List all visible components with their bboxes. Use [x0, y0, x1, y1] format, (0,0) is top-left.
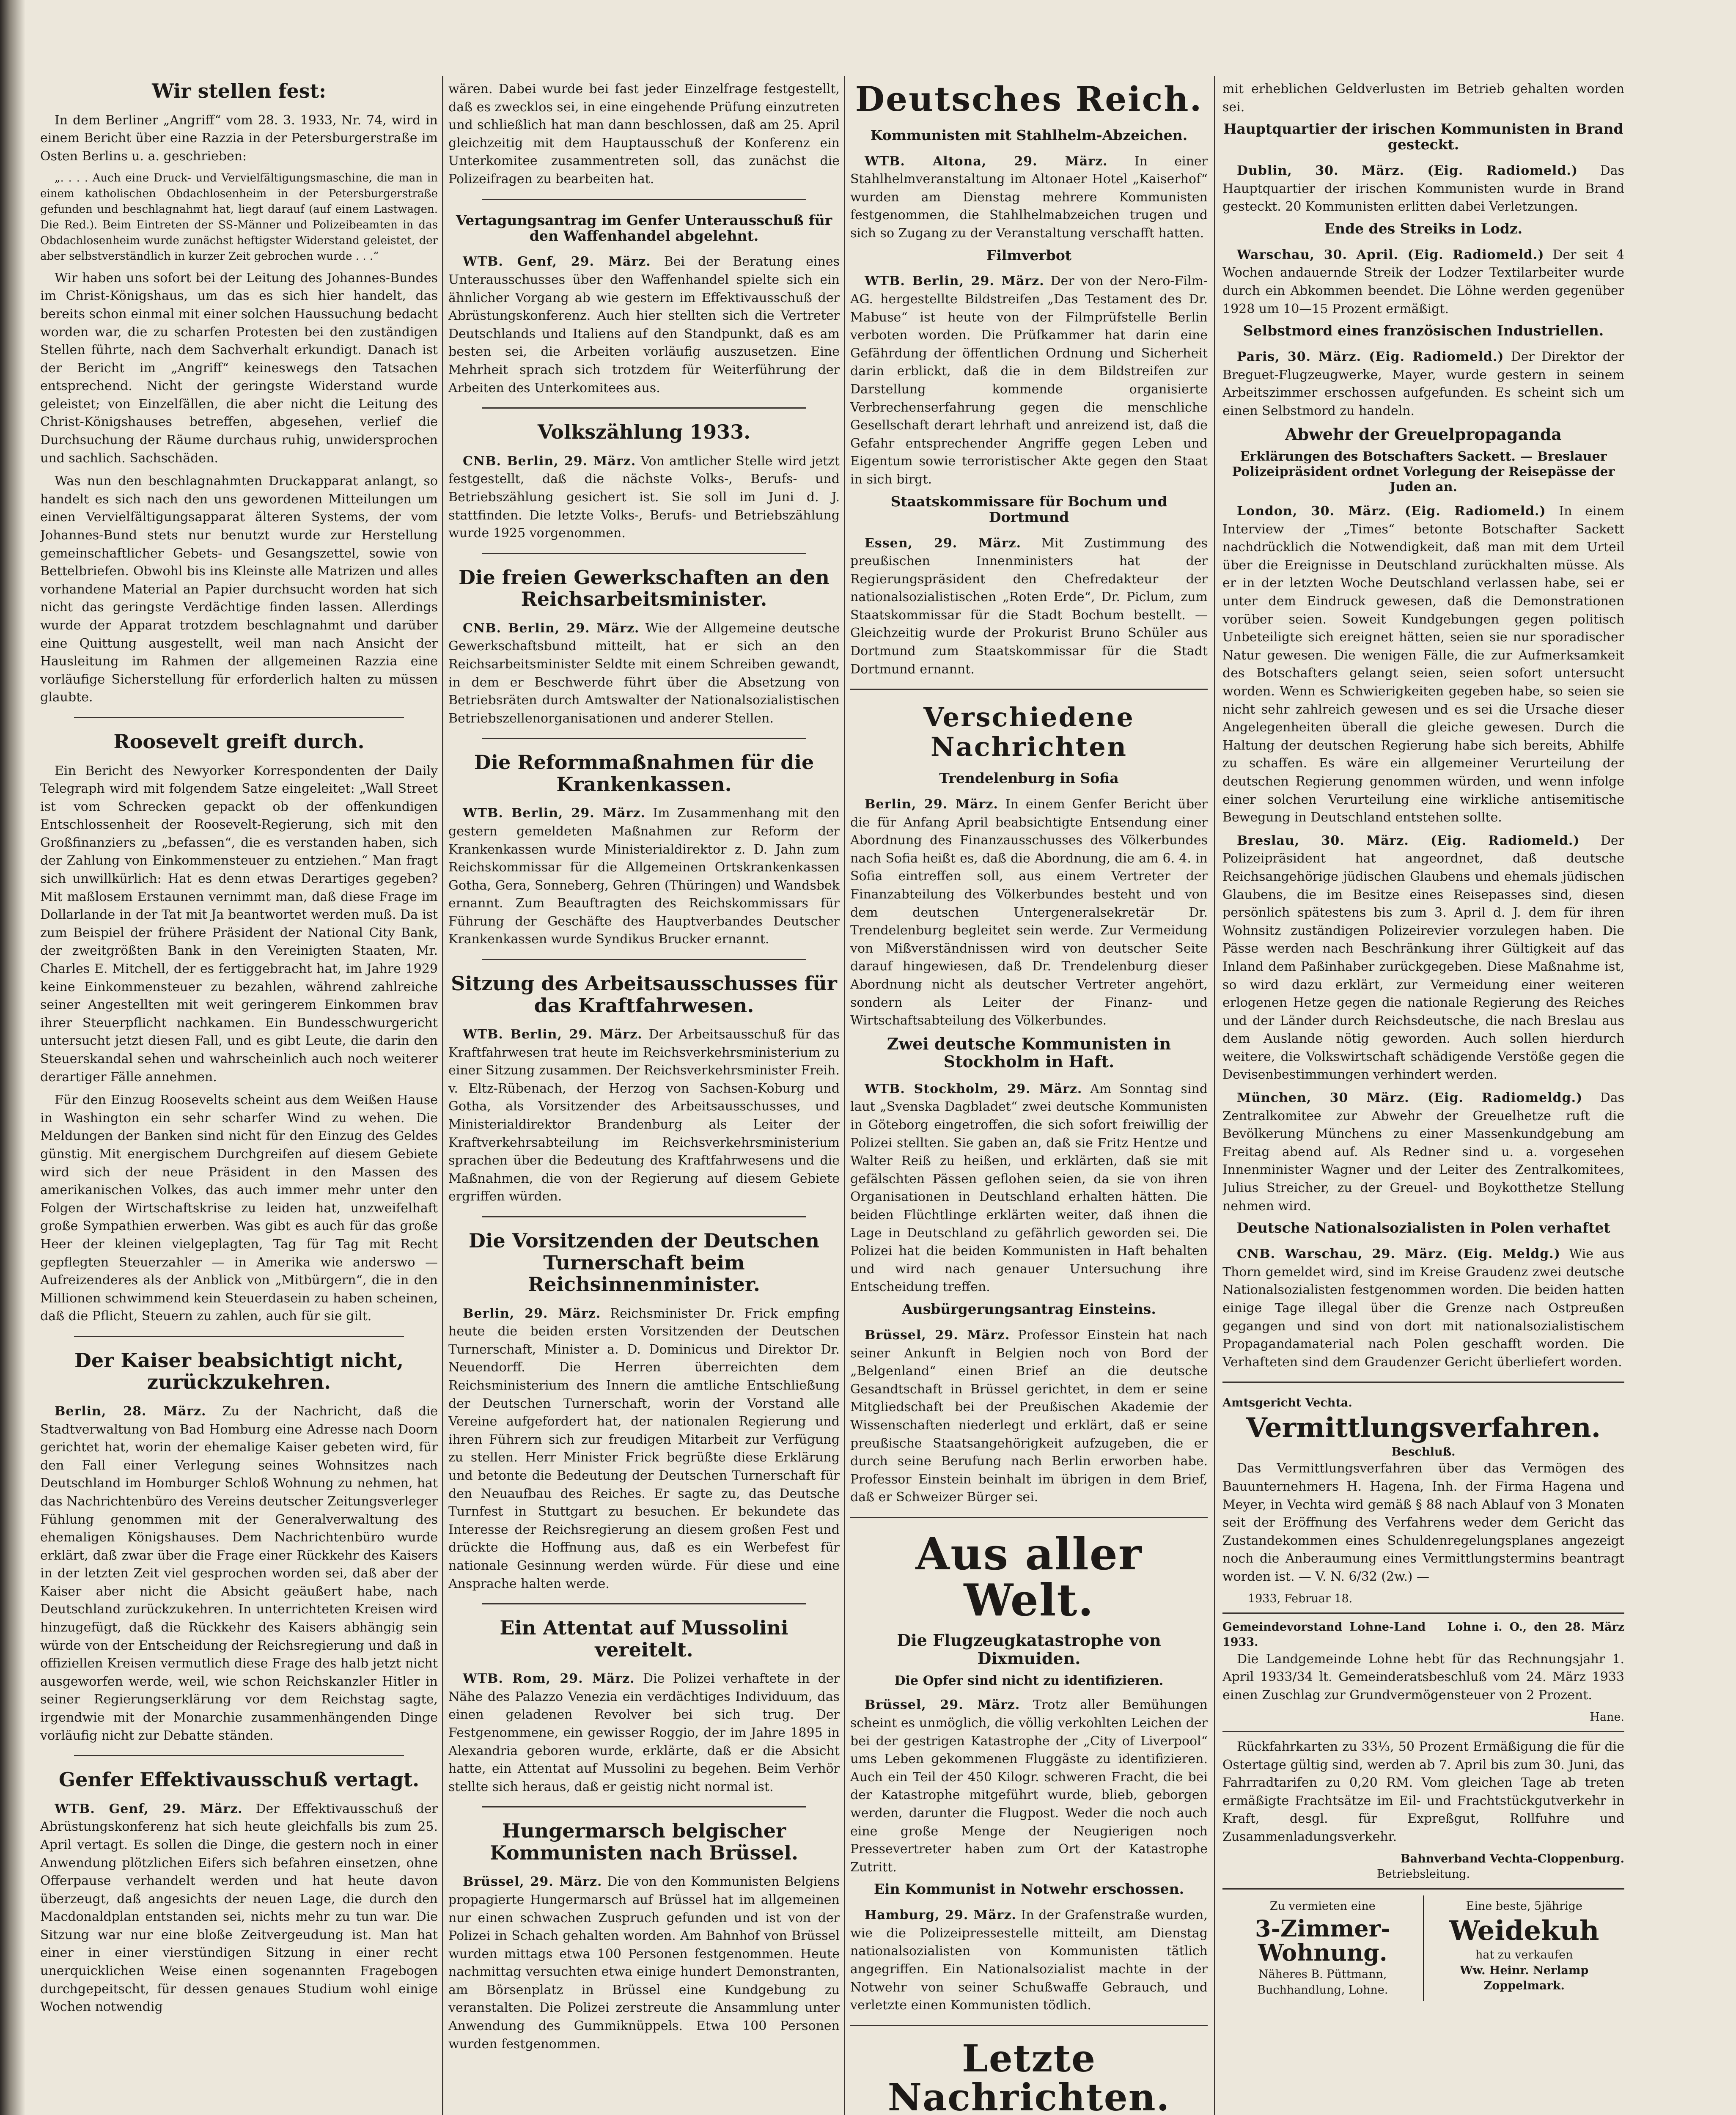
- article-text: wären. Dabei wurde bei fast jeder Einzelfrage festgestellt, daß es zwecklos sei, in eine eingehende Prüfung einzutreten und schließlich hat man dann beschlossen, daß am 25. April gleichzeitig mit dem Hauptausschuß der Konferenz ein Unterkomitee zusammentreten soll, das zunächst die Polizeifragen zu bearbeiten hat.: [448, 82, 840, 187]
- article-heading: Die Flugzeugkatastrophe von Dixmuiden.: [897, 1631, 1161, 1668]
- dateline: Essen, 29. März.: [865, 536, 1022, 551]
- dateline: Warschau, 30. April. (Eig. Radiomeld.): [1237, 247, 1544, 262]
- article-text: Das Hauptquartier der irischen Kommunisten wurde in Brand gesteckt. 20 Kommunisten erlitten dabei Verletzungen.: [1222, 163, 1624, 214]
- article-heading: Zwei deutsche Kommunisten in Stockholm in Haft.: [887, 1034, 1171, 1071]
- dateline: Breslau, 30. März. (Eig. Radiomeld.): [1237, 833, 1580, 848]
- column-1: [40, 80, 438, 2115]
- notice-place-date: Lohne i. O., den 28. März 1933.: [1222, 1621, 1624, 1649]
- article-quote: „. . . . Auch eine Druck- und Vervielfältigungsmaschine, die man in einem katholischen Obdachlosenheim in der Petersburgerstraße gefunden und beschlagnahmt hat, liegt darauf (auf einem Lastwagen. Die Red.). Beim Eintreten der SS-Männer und Polizeibeamten in das Obdachlosenheim wurde zunächst heftigster Widerstand geleistet, der aber selbstverständlich in kurzer Zeit gebrochen wurde . . .“: [40, 172, 438, 263]
- dateline: CNB. Berlin, 29. März.: [463, 453, 636, 469]
- article-text: Für den Einzug Roosevelts scheint aus dem Weißen Hause in Washington ein sehr scharfer Wind zu wehen. Die Meldungen der Banken sind nicht für den Einzug des Geldes günstig. Mit energischem Durchgreifen auf diesem Gebiete wird sich der neue Präsident in den Massen des amerikanischen Volkes, das auch immer mehr unter den Folgen der Wirtschaftskrise zu leiden hat, unzweifelhaft große Sympathien erwerben. Was gibt es auch für das große Heer der kleinen vielgeplagten, Tag für Tag mit Recht gepflegten Steuerzahler — in Amerika wie anderswo — Aufreizenderes als der Anblick von „Mitbürgern“, die in den Millionen schwimmend kein Steuerdasein zu haben scheinen, daß die Pflicht, Steuern zu zahlen, auch für sie gilt.: [40, 1093, 438, 1324]
- article-text: In dem Berliner „Angriff“ vom 28. 3. 1933, Nr. 74, wird in einem Bericht über eine Razzia in der Petersburgerstraße im Osten Berlins u. a. geschrieben:: [40, 113, 438, 164]
- article-text: Der seit 4 Wochen andauernde Streik der Lodzer Textilarbeiter wurde durch ein Abkommen beendet. Die Löhne werden gegenüber 1928 um 10—15 Prozent ermäßigt.: [1222, 247, 1624, 316]
- article-text: Die Polizei verhaftete in der Nähe des Palazzo Venezia ein verdächtiges Individuum, das einen geladenen Revolver bei sich trug. Der Festgenommene, ein gewisser Roggio, der im Jahre 1895 in Alexandria geboren wurde, erklärte, daß er die Absicht hatte, ein Attentat auf Mussolini zu begehen. Beim Verhör stellte sich heraus, daß er geistig nicht normal ist.: [448, 1671, 840, 1794]
- article-heading: Ende des Streiks in Lodz.: [1324, 220, 1523, 237]
- dateline: Brüssel, 29. März.: [463, 1874, 602, 1890]
- article-text: Wir haben uns sofort bei der Leitung des Johannes-Bundes im Christ-Königshaus, um das es sich hier handelt, das bereits schon einmal mit einer solchen Haussuchung bedacht worden war, die zu scharfen Protesten bei den zuständigen Stellen führte, nach dem Sachverhalt erkundigt. Danach ist der Bericht im „Angriff“ keineswegs den Tatsachen entsprechend. Nicht der geringste Widerstand wurde geleistet; von Einzelfällen, die aber nicht die Leitung des Christ-Königshauses betreffen, abgesehen, verlief die Durchsuchung der Räume durchaus ruhig, unwidersprochen und sachlich. Sachschäden.: [40, 270, 438, 466]
- ad-wohnung: [1222, 1895, 1423, 2002]
- article-text: Bei der Beratung eines Unterausschusses über den Waffenhandel spielte sich ein ähnlicher Vorgang ab wie gestern im Effektivausschuß der Abrüstungskonferenz. Auch hier stellten sich die Vertreter Deutschlands und Italiens auf den Standpunkt, daß es am besten sei, die Arbeiten vorläufig auszusetzen. Eine Mehrheit sprach sich trotzdem für Weiterführung der Arbeiten des Unterkomitees aus.: [448, 254, 840, 396]
- article-heading: Ein Kommunist in Notwehr erschossen.: [873, 1881, 1184, 1898]
- divider: [1222, 1382, 1624, 1383]
- article-text: Der Polizeipräsident hat angeordnet, daß deutsche Reichsangehörige jüdischen Glaubens und ehemals jüdischen Glaubens, die im Besitze eines Reisepasses sind, diesen persönlich spätestens bis zum 3. April d. J. dem für ihren Wohnsitz zuständigen Polizeirevier vorzulegen haben. Die Pässe werden nach Beschränkung ihrer Gültigkeit auf das Inland dem Paßinhaber zurückgegeben. Diese Maßnahme ist, so wird dazu erklärt, zur Vermeidung einer weiteren erlogenen Hetze gegen die nationale Regierung des Reiches und der Länder durch Reichsdeutsche, die nach Breslau aus dem Auslande nötig geworden. Auch sollen hierdurch weitere, die Volkswirtschaft schädigende Verstöße gegen die Devisenbestimmungen verhindert werden.: [1222, 833, 1624, 1082]
- article-heading: Die Reformmaßnahmen für die Krankenkassen.: [474, 751, 814, 796]
- article-text: Professor Einstein hat nach seiner Ankunft in Belgien noch von Bord der „Belgenland“ einen Brief an die deutsche Gesandtschaft in Brüssel gerichtet, in dem er seine Mitgliedschaft bei der Preußischen Akademie der Wissenschaften niederlegt und erklärt, daß er seine preußische Staatsangehörigkeit aufzugeben, die er durch seine Berufung nach Berlin erworben habe. Professor Einstein beinhalt im übrigen in dem Brief, daß er Schweizer Bürger sei.: [850, 1327, 1208, 1505]
- divider: [1222, 1888, 1624, 1890]
- column-4: [1222, 80, 1624, 2115]
- column-rule: [1214, 76, 1215, 2115]
- notice-subsignature: Betriebsleitung.: [1376, 1868, 1470, 1881]
- dateline: Brüssel, 29. März.: [865, 1697, 1020, 1713]
- article-text: Der Effektivausschuß der Abrüstungskonferenz hat sich heute gleichfalls bis zum 25. April vertagt. Es sollen die Dinge, die gestern noch in einer Anwendung plötzlichen Eifers sich befahren einsetzen, ohne Offerpause verhandelt werden und hat heute davon überzeugt, daß angesichts der neuen Lage, die durch den Macdonaldplan entstanden sei, nichts mehr zu tun war. Die Sitzung war nur eine bloße Zeitvergeudung ist. Man hat einer in einer vierstündigen Sitzung in einer recht unerquicklichen Weise einen sogenannten Fragebogen durchgepeitscht, für dessen genaues Studium wohl einige Wochen notwendig: [40, 1801, 438, 2015]
- divider: [850, 689, 1208, 690]
- divider: [1222, 1612, 1624, 1614]
- dateline: Paris, 30. März. (Eig. Radiomeld.): [1237, 349, 1504, 365]
- divider: [1222, 1731, 1624, 1732]
- ad-top: Eine beste, 5jährige: [1466, 1899, 1582, 1913]
- notice-court: Amtsgericht Vechta.: [1222, 1396, 1352, 1410]
- dateline: CNB. Warschau, 29. März. (Eig. Meldg.): [1237, 1247, 1560, 1262]
- article-text: Zu der Nachricht, daß die Stadtverwaltung von Bad Homburg eine Adresse nach Doorn gerichtet hat, worin der ehemalige Kaiser gebeten wird, für den Fall einer Verlegung seines Wohnsitzes nach Deutschland im Homburger Schloß Wohnung zu nehmen, hat das Nachrichtenbüro des Vereins deutscher Zeitungsverleger Fühlung genommen mit der Generalverwaltung des ehemaligen Königshauses. Dem Nachrichtenbüro wurde erklärt, daß zwar über die Frage einer Rückkehr des Kaisers in der letzten Zeit viel gesprochen worden sei, daß aber der Kaiser aber nicht die Absicht geäußert habe, nach Deutschland zurückzukehren. In unterrichteten Kreisen wird hinzugefügt, daß die Rückkehr des Kaisers abhängig sein würde von der Entscheidung der Reichsregierung und daß in offiziellen Kreisen vermutlich diese Frage des halb jetzt nicht ausgeworfen werde, weil, wie schon Reichskanzler Hitler in seiner Regierungserklärung vor dem Reichstag sagte, irgendwie mit der Monarchie zusammenhängenden Dinge vorläufig nicht zur Debatte ständen.: [40, 1404, 438, 1743]
- article-subheading: Die Opfer sind nicht zu identifizieren.: [894, 1673, 1164, 1689]
- article-text: Im Zusammenhang mit den gestern gemeldeten Maßnahmen zur Reform der Krankenkassen wurde Ministerialdirektor z. D. Jahn zum Reichskommissar für die Allgemeinen Ortskrankenkassen Gotha, Gera, Sonneberg, Gehren (Thüringen) und Wandsbek ernannt. Zum Beauftragten des Reichskommissars für Führung der Geschäfte des Hauptverbandes Deutscher Krankenkassen wurde Syndikus Brucker ernannt.: [448, 806, 840, 947]
- dateline: Berlin, 29. März.: [463, 1306, 601, 1321]
- dateline: Berlin, 28. März.: [55, 1404, 206, 1419]
- article-text: In der Grafenstraße wurden, wie die Polizeipressestelle mitteilt, am Dienstag nationalsozialisten von Kommunisten tätlich angegriffen. Ein Nationalsozialist machte in der Notwehr von seiner Schußwaffe Gebrauch, und verletzte einen Kommunisten tödlich.: [850, 1908, 1208, 2013]
- article-text: Von amtlicher Stelle wird jetzt festgestellt, daß die nächste Volks-, Berufs- und Betriebszählung gesichert ist. Sie soll im Juni d. J. stattfinden. Die letzte Volks-, Berufs- und Betriebszählung wurde 1925 vorgenommen.: [448, 453, 840, 541]
- section-heading: Verschiedene Nachrichten: [923, 702, 1134, 762]
- dateline: WTB. Berlin, 29. März.: [463, 806, 646, 821]
- notice-date: 1933, Februar 18.: [1248, 1592, 1353, 1605]
- ad-top: Zu vermieten eine: [1269, 1899, 1376, 1913]
- divider: [850, 1517, 1208, 1518]
- article-heading: Genfer Effektivausschuß vertagt.: [58, 1768, 420, 1791]
- article-heading: Selbstmord eines französischen Industriellen.: [1243, 322, 1604, 339]
- section-heading: Letzte Nachrichten.: [887, 2036, 1170, 2115]
- article-text: In einem Interview der „Times“ betonte Botschafter Sackett nachdrücklich die Notwendigkeit, daß man mit dem Urteil über die Ereignisse in Deutschland zurückhalten müsse. Als er in der letzten Woche Deutschland verlassen habe, sei er unter dem Eindruck gewesen, daß die Demonstrationen vorüber seien. Soweit Kundgebungen gegen politisch Unbeteiligte sich ereignet hätten, seien sie nur sporadischer Natur gewesen. Die wenigen Fälle, die zur Aufmerksamkeit des Botschafters gelangt seien, seien sofort untersucht worden. Wenn es Schwierigkeiten gegeben habe, so seien sie nicht sehr zahlreich gewesen und es sei die Ursache dieser Angelegenheiten überall die gleiche gewesen. Durch die Haltung der deutschen Regierung habe sich bereits, Abhilfe zu schaffen. Es wäre ein allgemeiner Verurteilung der deutschen Regierung genommen würden, und wenn infolge einer solchen Verurteilung eine wirkliche antisemitische Bewegung in Deutschland entstehen sollte.: [1222, 504, 1624, 825]
- notice-bahnverband: [1222, 1738, 1624, 1882]
- divider: [482, 959, 806, 960]
- dateline: München, 30 März. (Eig. Radiomeldg.): [1237, 1090, 1583, 1106]
- article-subheading: Erklärungen des Botschafters Sackett. — Breslauer Polizeipräsident ordnet Vorlegung der Reisepässe der Juden an.: [1232, 449, 1615, 495]
- article-text: In einem Genfer Bericht über die für Anfang April beabsichtigte Entsendung einer Abordnung des Finanzausschusses des Völkerbundes nach Sofia heißt es, daß die Abordnung, die am 6. 4. in Sofia eintreffen soll, aus einem Vertreter der Finanzabteilung des Völkerbundes besteht und von dem deutschen Untergeneralsekretär Dr. Trendelenburg begleitet sein werde. Zur Vermeidung von Mißverständnissen wird von deutscher Seite darauf hingewiesen, daß Dr. Trendelenburg dieser Abordnung nicht als deutscher Vertreter angehört, sondern als Leiter der Finanz- und Wirtschaftsabteilung des Völkerbundes.: [850, 797, 1208, 1028]
- ad-title: 3-Zimmer-Wohnung.: [1255, 1914, 1390, 1966]
- column-2: [448, 80, 840, 2115]
- ad-footer: Näheres B. Püttmann, Buchhandlung, Lohne.: [1257, 1968, 1388, 1997]
- dateline: WTB. Stockholm, 29. März.: [865, 1081, 1082, 1096]
- dateline: WTB. Genf, 29. März.: [463, 254, 651, 269]
- notice-signature: Hane.: [1590, 1710, 1624, 1724]
- dateline: WTB. Berlin, 29. März.: [463, 1027, 643, 1042]
- dateline: Berlin, 29. März.: [865, 797, 998, 812]
- dateline: WTB. Rom, 29. März.: [463, 1671, 635, 1687]
- article-heading: Roosevelt greift durch.: [113, 730, 365, 753]
- divider: [74, 717, 404, 718]
- dateline: Brüssel, 29. März.: [865, 1327, 1010, 1343]
- article-text: Das Zentralkomitee zur Abwehr der Greuelhetze ruft die Bevölkerung Münchens zu einer Massenkundgebung am Freitag abend auf. Als Redner sind u. a. vorgesehen Innenminister Wagner und der Leiter des Zentralkomitees, Julius Streicher, zu der Greuel- und Boykotthetze Stellung nehmen wird.: [1222, 1090, 1624, 1214]
- article-heading: Die freien Gewerkschaften an den Reichsarbeitsminister.: [459, 566, 830, 611]
- article-text: Trotz aller Bemühungen scheint es unmöglich, die völlig verkohlten Leichen der bei der gestrigen Katastrophe der „City of Liverpool“ ums Leben gekommenen Fluggäste zu identifizieren. Auch ein Teil der 450 Kilogr. schweren Fracht, die bei der Katastrophe mitgeführt wurde, blieb, geborgen werden, darunter die Flugpost. Weder die noch auch eine große Menge der Neugierigen noch Pressevertreter haben zum Ort der Katastrophe Zutritt.: [850, 1697, 1208, 1875]
- article-text: Was nun den beschlagnahmten Druckapparat anlangt, so handelt es sich nach den uns gewordenen Mitteilungen um einen Vervielfältigungsapparat älteren Systems, der vom Johannes-Bund stets nur benutzt wurde zur Herstellung gemeinschaftlicher Gebets- und Gesangszettel, sowie von Bettelbriefen. Obwohl bis ins Kleinste alle Matrizen und alles vorhandene Material an Papier durchsucht worden hat sich nicht das geringste Verdächtige finden lassen. Allerdings wurde der Apparat trotzdem beschlagnahmt und darüber eine Quittung ausgestellt, weil man nach Ansicht der Hausleitung im Rahmen der allgemeinen Razzia eine vorläufige Sicherstellung für erforderlich halten zu müssen glaubte.: [40, 474, 438, 705]
- article-text: Ein Bericht des Newyorker Korrespondenten der Daily Telegraph wird mit folgendem Satze eingeleitet: „Wall Street ist vom Schrecken gepackt ob der offenkundigen Entschlossenheit der Roosevelt-Regierung, sich mit den Großfinanziers zu „befassen“, die es verstanden haben, sich der Zahlung von Einkommensteuer zu entziehen.“ Man fragt sich unwillkürlich: Hat es denn etwas Derartiges gegeben? Mit maßlosem Erstaunen vernimmt man, daß diese Frage im Dollarlande in der Tat mit Ja beantwortet werden muß. Da ist zum Beispiel der frühere Präsident der National City Bank, der zweitgrößten Bank in den Vereinigten Staaten, Mr. Charles E. Mitchell, der es fertiggebracht hat, im Jahre 1929 keine Einkommensteuer zu bezahlen, während zahlreiche seiner Angestellten mit weit geringerem Einkommen brav ihrer Steuerpflicht nachkamen. Ein Bundesschwurgericht untersucht jetzt diesen Fall, und es gibt Leute, die darin den Steuerskandal sehen und wahrscheinlich auch noch weiterer derartiger Fälle annehmen.: [40, 763, 438, 1085]
- article-heading: Filmverbot: [986, 247, 1072, 264]
- article-heading: Der Kaiser beabsichtigt nicht, zurückzukehren.: [74, 1349, 404, 1394]
- article-heading: Ausbürgerungsantrag Einsteins.: [902, 1301, 1156, 1318]
- dateline: Dublin, 30. März. (Eig. Radiomeld.): [1237, 163, 1578, 179]
- article-heading: Volkszählung 1933.: [537, 420, 751, 444]
- dateline: London, 30. März. (Eig. Radiomeld.): [1237, 504, 1546, 519]
- article-text: Der Direktor der Breguet-Flugzeugwerke, Mayer, wurde gestern in seinem Arbeitszimmer erschossen aufgefunden. Es scheint sich um einen Selbstmord zu handeln.: [1222, 349, 1624, 418]
- article-heading: Kommunisten mit Stahlhelm-Abzeichen.: [870, 126, 1188, 143]
- divider: [482, 738, 806, 739]
- divider: [482, 199, 806, 200]
- article-heading: Hauptquartier der irischen Kommunisten in Brand gesteckt.: [1223, 121, 1623, 153]
- article-text: mit erheblichen Geldverlusten im Betrieb gehalten worden sei.: [1222, 82, 1624, 115]
- notice-vermittlungsverfahren: [1222, 1395, 1624, 1607]
- article-text: Der Arbeitsausschuß für das Kraftfahrwesen trat heute im Reichsverkehrsministerium zu einer Sitzung zusammen. Der Reichsverkehrsminister Freih. v. Eltz-Rübenach, der Herzog von Sachsen-Koburg und Gotha, als Vorsitzender des Arbeitsausschusses, und Ministerialdirektor Brandenburg als Leiter der Kraftverkehrsabteilung im Reichsverkehrsministerium sprachen über die Bedeutung des Kraftfahrwesens und die Maßnahmen, die von der Regierung auf diesem Gebiete ergriffen würden.: [448, 1027, 840, 1204]
- ad-middle: hat zu verkaufen: [1475, 1948, 1573, 1962]
- article-heading: Staatskommissare für Bochum und Dortmund: [890, 493, 1167, 525]
- notice-title: Vermittlungsverfahren.: [1246, 1412, 1601, 1444]
- article-heading: Abwehr der Greuelpropaganda: [1285, 424, 1562, 444]
- section-heading: Deutsches Reich.: [855, 80, 1203, 119]
- notice-text: Rückfahrkarten zu 33⅓, 50 Prozent Ermäßigung die für die Ostertage gültig sind, werden ab 7. April bis zum 30. Juni, das Fahrradtarifen zu 0,20 RM. Vom gleichen Tage ab treten ermäßigte Frachtsätze im Eil- und Frachtstückgutverkehr in Kraft, desgl. für Expreßgut, Rollfuhre und Zusammenladungsverkehr.: [1222, 1739, 1624, 1845]
- dateline: WTB. Altona, 29. März.: [865, 154, 1108, 169]
- divider: [74, 1336, 404, 1337]
- divider: [74, 1755, 404, 1756]
- ad-weidekuh: [1423, 1895, 1625, 2002]
- article-text: Der von der Nero-Film-AG. hergestellte Bildstreifen „Das Testament des Dr. Mabuse“ ist heute von der Filmprüfstelle Berlin verboten worden. Die Prüfkammer hat darin eine Gefährdung der öffentlichen Ordnung und Sicherheit darin erblickt, daß die in dem Bildstreifen zur Darstellung kommende organisierte Verbrechenserfahrung gegen die menschliche Gesellschaft derart lehrhaft und anreizend ist, daß die Gefahr entsprechender Angriffe gegen Leben und Eigentum sowie terroristischer Akte gegen den Staat in sich birgt.: [850, 274, 1208, 487]
- divider: [482, 1216, 806, 1217]
- column-rule: [442, 76, 443, 2115]
- article-heading: Ein Attentat auf Mussolini vereitelt.: [500, 1616, 788, 1661]
- article-text: Wie aus Thorn gemeldet wird, sind im Kreise Graudenz zwei deutsche Nationalsozialisten festgenommen worden. Die beiden hatten einige Tage illegal über die Grenze nach Ostpreußen gegangen und sind von dort mit nationalsozialistischem Propagandamaterial nach Polen geschafft worden. Die Verhafteten sind dem Graudenzer Gericht überliefert worden.: [1222, 1247, 1624, 1370]
- notice-signature: Bahnverband Vechta-Cloppenburg.: [1400, 1852, 1624, 1865]
- column-rule: [844, 76, 845, 2115]
- article-heading: Vertagungsantrag im Genfer Unterausschuß für den Waffenhandel abgelehnt.: [456, 212, 832, 244]
- binding-shadow: [0, 0, 25, 2115]
- article-text: Mit Zustimmung des preußischen Innenministers hat der Regierungspräsident den Chefredakteur der nationalsozialistischen „Roten Erde“, Dr. Piclum, zum Staatskommissar für die Stadt Bochum bestellt. — Gleichzeitig wurde der Prokurist Bruno Schüler aus Dortmund zum Staatskommissar für die Stadt Dortmund ernannt.: [850, 536, 1208, 677]
- notice-gemeinde: [1222, 1620, 1624, 1725]
- article-heading: Sitzung des Arbeitsausschusses für das Kraftfahrwesen.: [451, 972, 837, 1017]
- dateline: CNB. Berlin, 29. März.: [463, 621, 640, 636]
- dateline: WTB. Genf, 29. März.: [55, 1801, 243, 1816]
- article-heading: Deutsche Nationalsozialisten in Polen verhaftet: [1236, 1220, 1610, 1236]
- article-text: In einer Stahlhelmveranstaltung im Altonaer Hotel „Kaiserhof“ wurden am Dienstag mehrere Kommunisten festgenommen, die Stahlhelmabzeichen trugen und sich so Zugang zu der Veranstaltung verschafft hatten.: [850, 154, 1208, 241]
- article-text: Die von den Kommunisten Belgiens propagierte Hungermarsch auf Brüssel hat im allgemeinen nur einen schwachen Zuspruch gefunden und ist von der Polizei in Schach gehalten worden. Am Bahnhof von Brüssel wurden mittags etwa 100 Personen festgenommen. Heute nachmittag versuchten etwa einige hundert Demonstranten, am Börsenplatz in Brüssel eine Kundgebung zu veranstalten. Die Polizei zerstreute die Ansammlung unter Anwendung des Gummiknüppels. Etwa 100 Personen wurden festgenommen.: [448, 1874, 840, 2052]
- divider: [850, 2025, 1208, 2026]
- dateline: Hamburg, 29. März.: [865, 1908, 1016, 1923]
- ad-title: Weidekuh: [1449, 1914, 1599, 1947]
- article-text: Reichsminister Dr. Frick empfing heute die beiden ersten Vorsitzenden der Deutschen Turnerschaft, Minister a. D. Dominicus und Direktor Dr. Neuendorff. Die Herren überreichten dem Reichsministerium des Innern die amtliche Entschließung der Deutschen Turnerschaft, worin der Vorstand alle Vereine aufgefordert hat, der nationalen Regierung und ihren Führern sich zur freudigen Mitarbeit zur Verfügung zu stellen. Herr Minister Frick begrüßte diese Erklärung und betonte die Bedeutung der Deutschen Turnerschaft für den Neuaufbau des Reiches. Er sagte zu, das Deutsche Turnfest in Stuttgart zu besuchen. Er bekundete das Interesse der Reichsregierung an diesem großen Fest und drückte die Hoffnung aus, daß es ein Werbefest für nationale Gesinnung werden würde. Für diese und eine Ansprache halten werde.: [448, 1306, 840, 1591]
- divider: [482, 407, 806, 409]
- dateline: WTB. Berlin, 29. März.: [865, 274, 1044, 289]
- section-heading: Aus aller Welt.: [915, 1527, 1143, 1626]
- ad-footer: Ww. Heinr. Nerlamp Zoppelmark.: [1460, 1964, 1589, 1993]
- notice-text: Die Landgemeinde Lohne hebt für das Rechnungsjahr 1. April 1933/34 lt. Gemeinderatsbeschluß vom 24. März 1933 einen Zuschlag zur Grundvermögensteuer von 2 Prozent.: [1222, 1651, 1624, 1703]
- notice-text: Das Vermittlungsverfahren über das Vermögen des Bauunternehmers H. Hagena, Inh. der Firma Hagena und Meyer, in Vechta wird gemäß § 88 nach Ablauf von 3 Monaten seit der Eröffnung des Verfahrens weder dem Gericht das Zustandekommen eines Schuldenregelungsplanes angezeigt noch die Anberaumung eines Vermittlungstermins beantragt worden ist. — V. N. 6/32 (2w.) —: [1222, 1461, 1624, 1584]
- divider: [482, 1603, 806, 1604]
- article-heading: Die Vorsitzenden der Deutschen Turnerschaft beim Reichsinnenminister.: [469, 1229, 819, 1296]
- column-3: [850, 80, 1208, 2115]
- divider: [482, 1806, 806, 1807]
- notice-issuer: Gemeindevorstand Lohne-Land: [1222, 1621, 1426, 1634]
- article-heading: Wir stellen fest:: [152, 80, 326, 102]
- notice-subtitle: Beschluß.: [1391, 1445, 1456, 1459]
- article-heading: Hungermarsch belgischer Kommunisten nach Brüssel.: [489, 1819, 799, 1864]
- article-text: Am Sonntag sind laut „Svenska Dagbladet“ zwei deutsche Kommunisten in Göteborg eingetroffen, die sich sofort freiwillig der Polizei stellten. Sie gaben an, daß sie Fritz Hentze und Walter Reiß zu heißen, und erklärten, daß sie mit gefälschten Pässen geflohen seien, da sie von ihren Organisationen in Deutschland erhalten hätten. Die beiden Flüchtlinge erklärten weiter, daß ihnen die Lage in Deutschland zu gefährlich geworden sei. Die Polizei hat die beiden Kommunisten in Haft behalten und wird nach genauer Untersuchung ihre Entscheidung treffen.: [850, 1081, 1208, 1295]
- classified-ads: [1222, 1895, 1624, 2002]
- article-heading: Trendelenburg in Sofia: [939, 770, 1119, 787]
- divider: [482, 553, 806, 554]
- article-text: Wie der Allgemeine deutsche Gewerkschaftsbund mitteilt, hat er sich an den Reichsarbeitsminister Seldte mit einem Schreiben gewandt, in dem er Beschwerde führt über die Absetzung von Betriebsräten durch Amtswalter der Nationalsozialistischen Betriebszellenorganisationen und anderer Stellen.: [448, 621, 840, 726]
